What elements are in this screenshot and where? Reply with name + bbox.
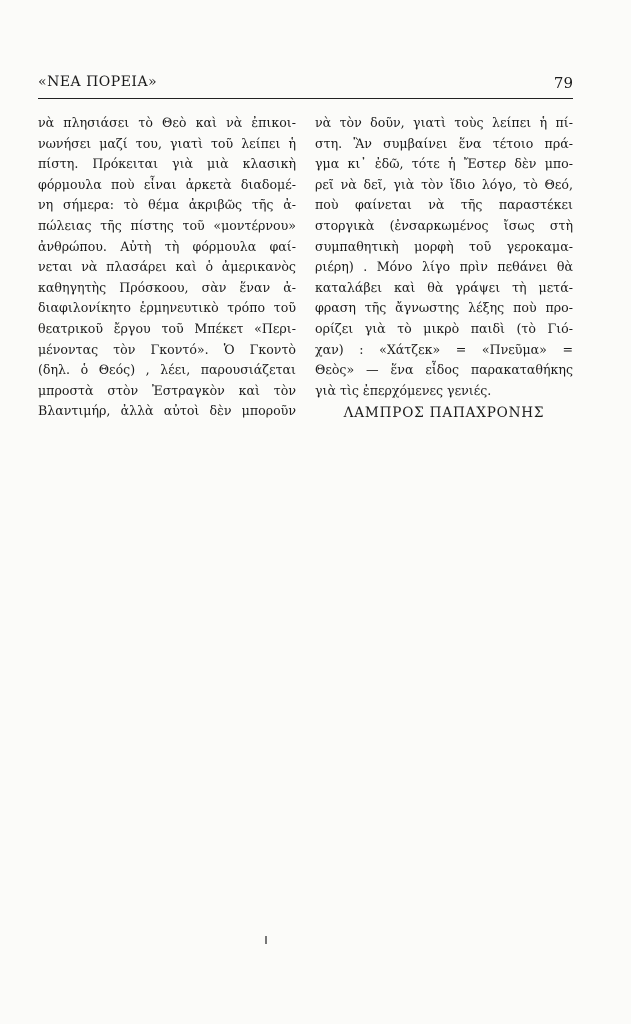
text-line: μένοντας τὸν Γκοντό». Ὁ Γκοντὸ xyxy=(38,341,296,357)
text-line: νὰ τὸν δοῦν, γιατὶ τοὺς λείπει ἡ πί- xyxy=(315,115,573,130)
text-line: στοργικὰ (ἐνσαρκωμένος ἴσως στὴ xyxy=(315,217,573,233)
text-line: μπροστὰ στὸν Ἐστραγκὸν καὶ τὸν xyxy=(38,382,296,398)
text-line: νη σήμερα: τὸ θέμα ἀκριβῶς τῆς ἀ- xyxy=(38,197,296,213)
right-column xyxy=(315,113,573,421)
text-line: γμα κι᾿ ἐδῶ, τότε ἡ Ἔστερ δὲν μπο- xyxy=(315,156,573,172)
text-line: συμπαθητικὴ μορφὴ τοῦ γεροκαμα- xyxy=(315,238,573,254)
text-line: στη. Ἂν συμβαίνει ἕνα τέτοιο πρά- xyxy=(315,135,573,151)
text-line: ριέρη) . Μόνο λίγο πρὶν πεθάνει θὰ xyxy=(315,259,573,275)
text-line: ἀνθρώπου. Αὐτὴ τὴ φόρμουλα φαί- xyxy=(38,238,296,254)
running-header xyxy=(38,74,573,96)
left-column xyxy=(38,113,296,422)
text-line: Βλαντιμήρ, ἀλλὰ αὐτοὶ δὲν μποροῦν xyxy=(38,403,296,419)
text-line: νὰ πλησιάσει τὸ Θεὸ καὶ νὰ ἐπικοι- xyxy=(38,115,296,130)
text-line: Θεὸς» — ἕνα εἶδος παρακαταθήκης xyxy=(315,362,573,378)
text-line: ρεῖ νὰ δεῖ, γιὰ τὸν ἴδιο λόγο, τὸ Θεό, xyxy=(315,176,573,192)
text-line: πώλειας τῆς πίστης τοῦ «μοντέρνου» xyxy=(38,217,296,233)
text-line: καθηγητὴς Πρόσκοου, σὰν ἕναν ἀ- xyxy=(38,279,296,295)
text-line: (δηλ. ὁ Θεός) , λέει, παρουσιάζεται xyxy=(38,362,296,378)
text-line: καταλάβει καὶ θὰ γράψει τὴ μετά- xyxy=(315,279,573,295)
text-line: φραση τῆς ἄγνωστης λέξης ποὺ προ- xyxy=(315,300,573,316)
text-line: γιὰ τὶς ἐπερχόμενες γενιές. xyxy=(315,382,492,398)
page-number: 79 xyxy=(553,74,573,92)
header-rule xyxy=(38,98,573,99)
journal-title: «ΝΕΑ ΠΟΡΕΙΑ» xyxy=(38,74,158,90)
author-signature: ΛΑΜΠΡΟΣ ΠΑΠΑΧΡΟΝΗΣ xyxy=(343,405,545,422)
text-line: νεται νὰ πλασάρει καὶ ὁ ἀμερικανὸς xyxy=(38,259,296,275)
text-line: διαφιλονίκητο ἑρμηνευτικὸ τρόπο τοῦ xyxy=(38,300,296,316)
text-line: ορίζει γιὰ τὸ μικρὸ παιδὶ (τὸ Γιό- xyxy=(315,320,573,336)
text-line: θεατρικοῦ ἔργου τοῦ Μπέκετ «Περι- xyxy=(38,320,296,336)
text-line: ποὺ φαίνεται νὰ τῆς παραστέκει xyxy=(315,197,573,213)
text-line: πίστη. Πρόκειται γιὰ μιὰ κλασικὴ xyxy=(38,156,296,172)
text-line: φόρμουλα ποὺ εἶναι ἀρκετὰ διαδομέ- xyxy=(38,176,296,192)
text-line: νωνήσει μαζί του, γιατὶ τοῦ λείπει ἡ xyxy=(38,135,296,151)
print-speck xyxy=(265,936,267,944)
text-line: χαν) : «Χάτζεκ» = «Πνεῦμα» = xyxy=(315,341,573,357)
